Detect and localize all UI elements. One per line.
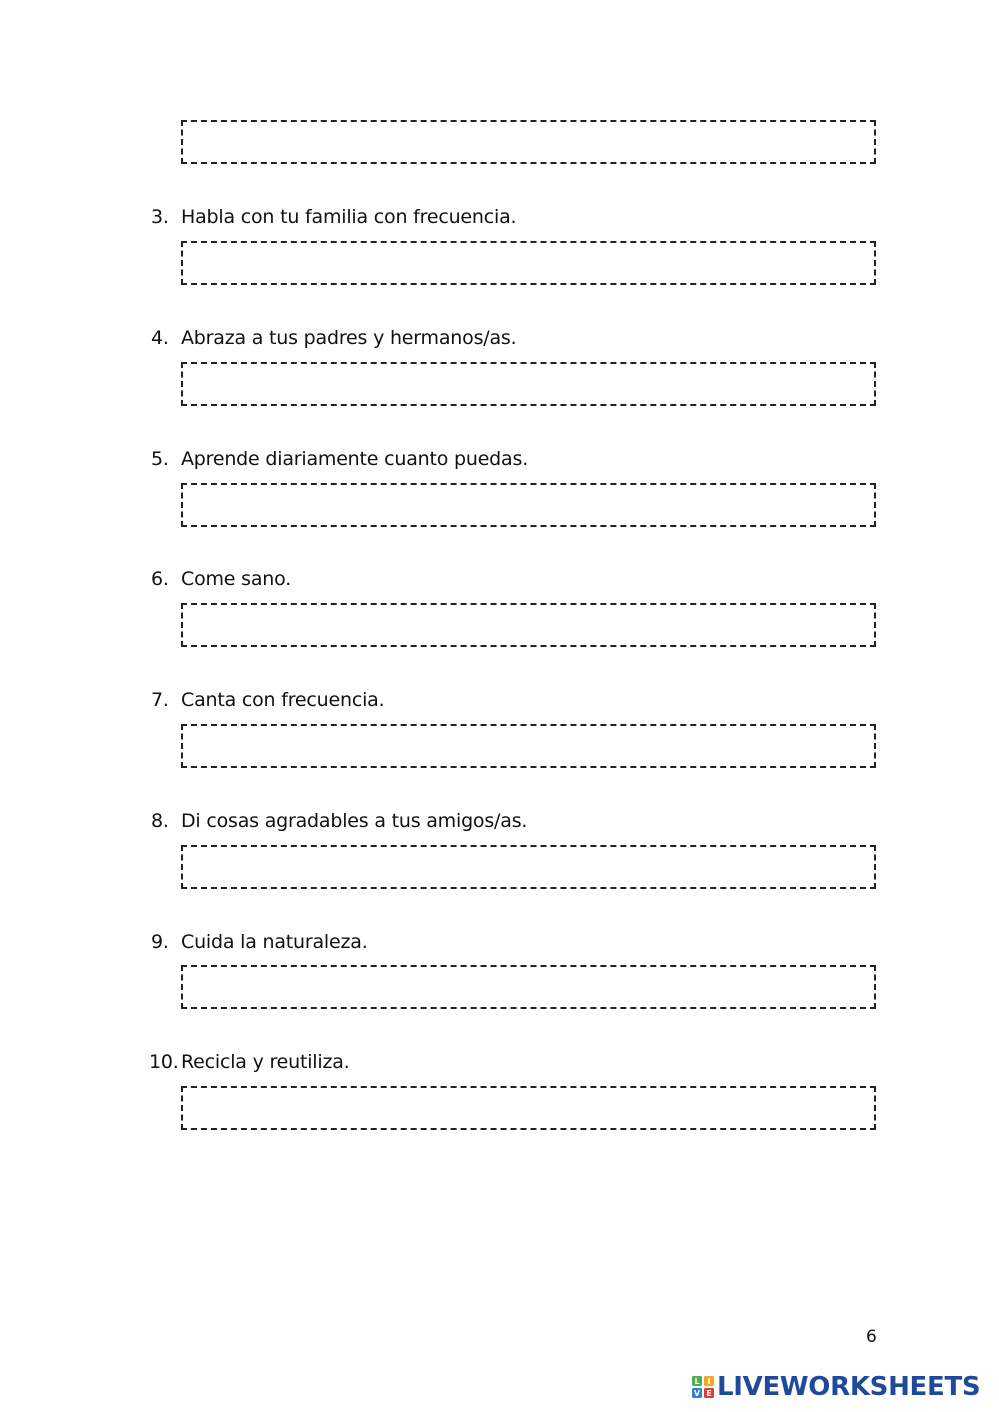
question-text: Cuida la naturaleza. bbox=[181, 931, 368, 953]
answer-input-10[interactable] bbox=[183, 1088, 874, 1128]
question-number: 5. bbox=[151, 448, 169, 470]
question-number: 9. bbox=[151, 931, 169, 953]
svg-text:E: E bbox=[706, 1389, 712, 1398]
liveworksheets-logo[interactable] bbox=[692, 1373, 980, 1401]
question-text: Habla con tu familia con frecuencia. bbox=[181, 206, 517, 228]
answer-input-3[interactable] bbox=[183, 243, 874, 283]
question-text: Di cosas agradables a tus amigos/as. bbox=[181, 810, 528, 832]
answer-box-8[interactable] bbox=[181, 845, 876, 889]
question-number: 7. bbox=[151, 689, 169, 711]
svg-text:I: I bbox=[707, 1377, 711, 1386]
question-text: Canta con frecuencia. bbox=[181, 689, 385, 711]
answer-input-9[interactable] bbox=[183, 967, 874, 1007]
question-text: Aprende diariamente cuanto puedas. bbox=[181, 448, 529, 470]
question-text: Recicla y reutiliza. bbox=[181, 1051, 350, 1073]
answer-box-9[interactable] bbox=[181, 965, 876, 1009]
page-number: 6 bbox=[866, 1327, 877, 1347]
question-text: Abraza a tus padres y hermanos/as. bbox=[181, 327, 517, 349]
question-number: 6. bbox=[151, 568, 169, 590]
answer-input-8[interactable] bbox=[183, 847, 874, 887]
answer-box-6[interactable] bbox=[181, 603, 876, 647]
question-number: 10. bbox=[149, 1051, 179, 1073]
answer-input-2[interactable] bbox=[183, 122, 874, 162]
answer-input-5[interactable] bbox=[183, 485, 874, 525]
answer-input-4[interactable] bbox=[183, 364, 874, 404]
answer-box-7[interactable] bbox=[181, 724, 876, 768]
question-text: Come sano. bbox=[181, 568, 292, 590]
answer-box-5[interactable] bbox=[181, 483, 876, 527]
brand-name: LIVEWORKSHEETS bbox=[717, 1372, 981, 1402]
answer-box-4[interactable] bbox=[181, 362, 876, 406]
answer-input-7[interactable] bbox=[183, 726, 874, 766]
answer-input-6[interactable] bbox=[183, 605, 874, 645]
answer-box-3[interactable] bbox=[181, 241, 876, 285]
svg-text:V: V bbox=[693, 1389, 701, 1398]
svg-text:L: L bbox=[694, 1377, 700, 1386]
question-number: 8. bbox=[151, 810, 169, 832]
answer-box-10[interactable] bbox=[181, 1086, 876, 1130]
answer-box-2[interactable] bbox=[181, 120, 876, 164]
question-number: 3. bbox=[151, 206, 169, 228]
live-blocks-icon bbox=[692, 1376, 714, 1398]
question-number: 4. bbox=[151, 327, 169, 349]
